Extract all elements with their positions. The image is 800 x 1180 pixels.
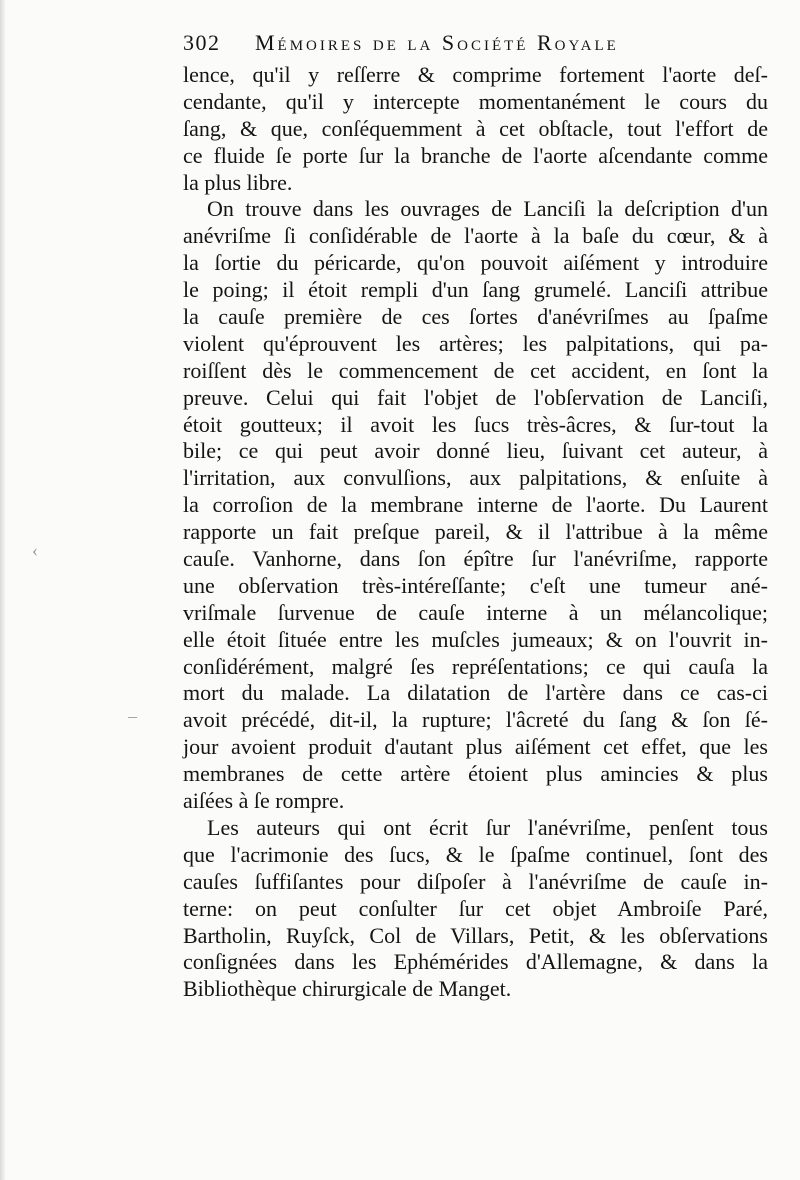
text-line: vriſmale ſurvenue de cauſe interne à un mélancolique;: [183, 599, 768, 625]
text-line: rapporte un fait preſque pareil, & il l'attribue à la même: [183, 519, 768, 545]
text-line: une obſervation très-intéreſſante; c'eſt une tumeur ané-: [183, 572, 768, 598]
page-edge-shadow: [0, 0, 6, 1180]
text-line: ce fluide ſe porte ſur la branche de l'aorte aſcendante comme: [183, 142, 768, 168]
text-line: cendante, qu'il y intercepte momentanément le cours du: [183, 88, 768, 114]
text-line: la plus libre.: [183, 169, 293, 195]
text-line: la ſortie du péricarde, qu'on pouvoit aiſément y introduire: [183, 250, 768, 276]
text-line: la cauſe première de ces ſortes d'anévriſmes au ſpaſme: [183, 304, 768, 330]
stray-ink-mark: ‹: [32, 540, 38, 560]
text-line: Bibliothèque chirurgicale de Manget.: [183, 976, 512, 1002]
text-line: l'irritation, aux convulſions, aux palpitations, & enſuite à: [183, 465, 768, 491]
text-line: Bartholin, Ruyſck, Col de Villars, Petit, & les obſervations: [183, 922, 768, 948]
page-number: 302: [183, 30, 221, 55]
paragraph-start-line: Les auteurs qui ont écrit ſur l'anévriſme, penſent tous: [207, 814, 768, 840]
text-line: membranes de cette artère étoient plus amincies & plus: [183, 761, 768, 787]
text-line: terne: on peut conſulter ſur cet objet Ambroiſe Paré,: [183, 895, 768, 921]
text-line: étoit goutteux; il avoit les ſucs très-âcres, & ſur-tout la: [183, 411, 768, 437]
text-line: cauſes ſuffiſantes pour diſpoſer à l'anévriſme de cauſe in-: [183, 868, 768, 894]
text-line: preuve. Celui qui fait l'objet de l'obſervation de Lanciſi,: [183, 384, 768, 410]
text-line: bile; ce qui peut avoir donné lieu, ſuivant cet auteur, à: [183, 438, 768, 464]
text-line: lence, qu'il y reſſerre & comprime fortement l'aorte deſ-: [183, 62, 768, 87]
text-line: conſidérément, malgré ſes repréſentations; ce qui cauſa la: [183, 653, 768, 679]
text-line: conſignées dans les Ephémérides d'Allemagne, & dans la: [183, 949, 768, 975]
text-line: aiſées à ſe rompre.: [183, 788, 345, 814]
text-line: ſang, & que, conſéquemment à cet obſtacle, tout l'effort de: [183, 115, 768, 141]
stray-ink-mark: –: [128, 706, 137, 726]
text-line: avoit précédé, dit-il, la rupture; l'âcreté du ſang & ſon ſé-: [183, 707, 768, 733]
text-line: elle étoit ſituée entre les muſcles jumeaux; & on l'ouvrit in-: [183, 626, 768, 652]
text-line: anévriſme ſi conſidérable de l'aorte à la baſe du cœur, & à: [183, 223, 768, 249]
paragraph-start-line: On trouve dans les ouvrages de Lanciſi la deſcription d'un: [207, 196, 768, 222]
text-line: mort du malade. La dilatation de l'artère dans ce cas-ci: [183, 680, 768, 706]
page-header: [183, 30, 743, 64]
text-line: que l'acrimonie des ſucs, & le ſpaſme continuel, ſont des: [183, 841, 768, 867]
text-line: la corroſion de la membrane interne de l'aorte. Du Laurent: [183, 492, 768, 518]
text-line: le poing; il étoit rempli d'un ſang grumelé. Lanciſi attribue: [183, 277, 768, 303]
text-line: violent qu'éprouvent les artères; les palpitations, qui pa-: [183, 330, 768, 356]
text-line: jour avoient produit d'autant plus aiſément cet effet, que les: [183, 734, 768, 760]
body-text: [183, 62, 768, 1003]
text-line: roiſſent dès le commencement de cet accident, en ſont la: [183, 357, 768, 383]
text-line: cauſe. Vanhorne, dans ſon épître ſur l'anévriſme, rapporte: [183, 546, 768, 572]
running-title: Mémoires de la Société Royale: [255, 30, 619, 55]
